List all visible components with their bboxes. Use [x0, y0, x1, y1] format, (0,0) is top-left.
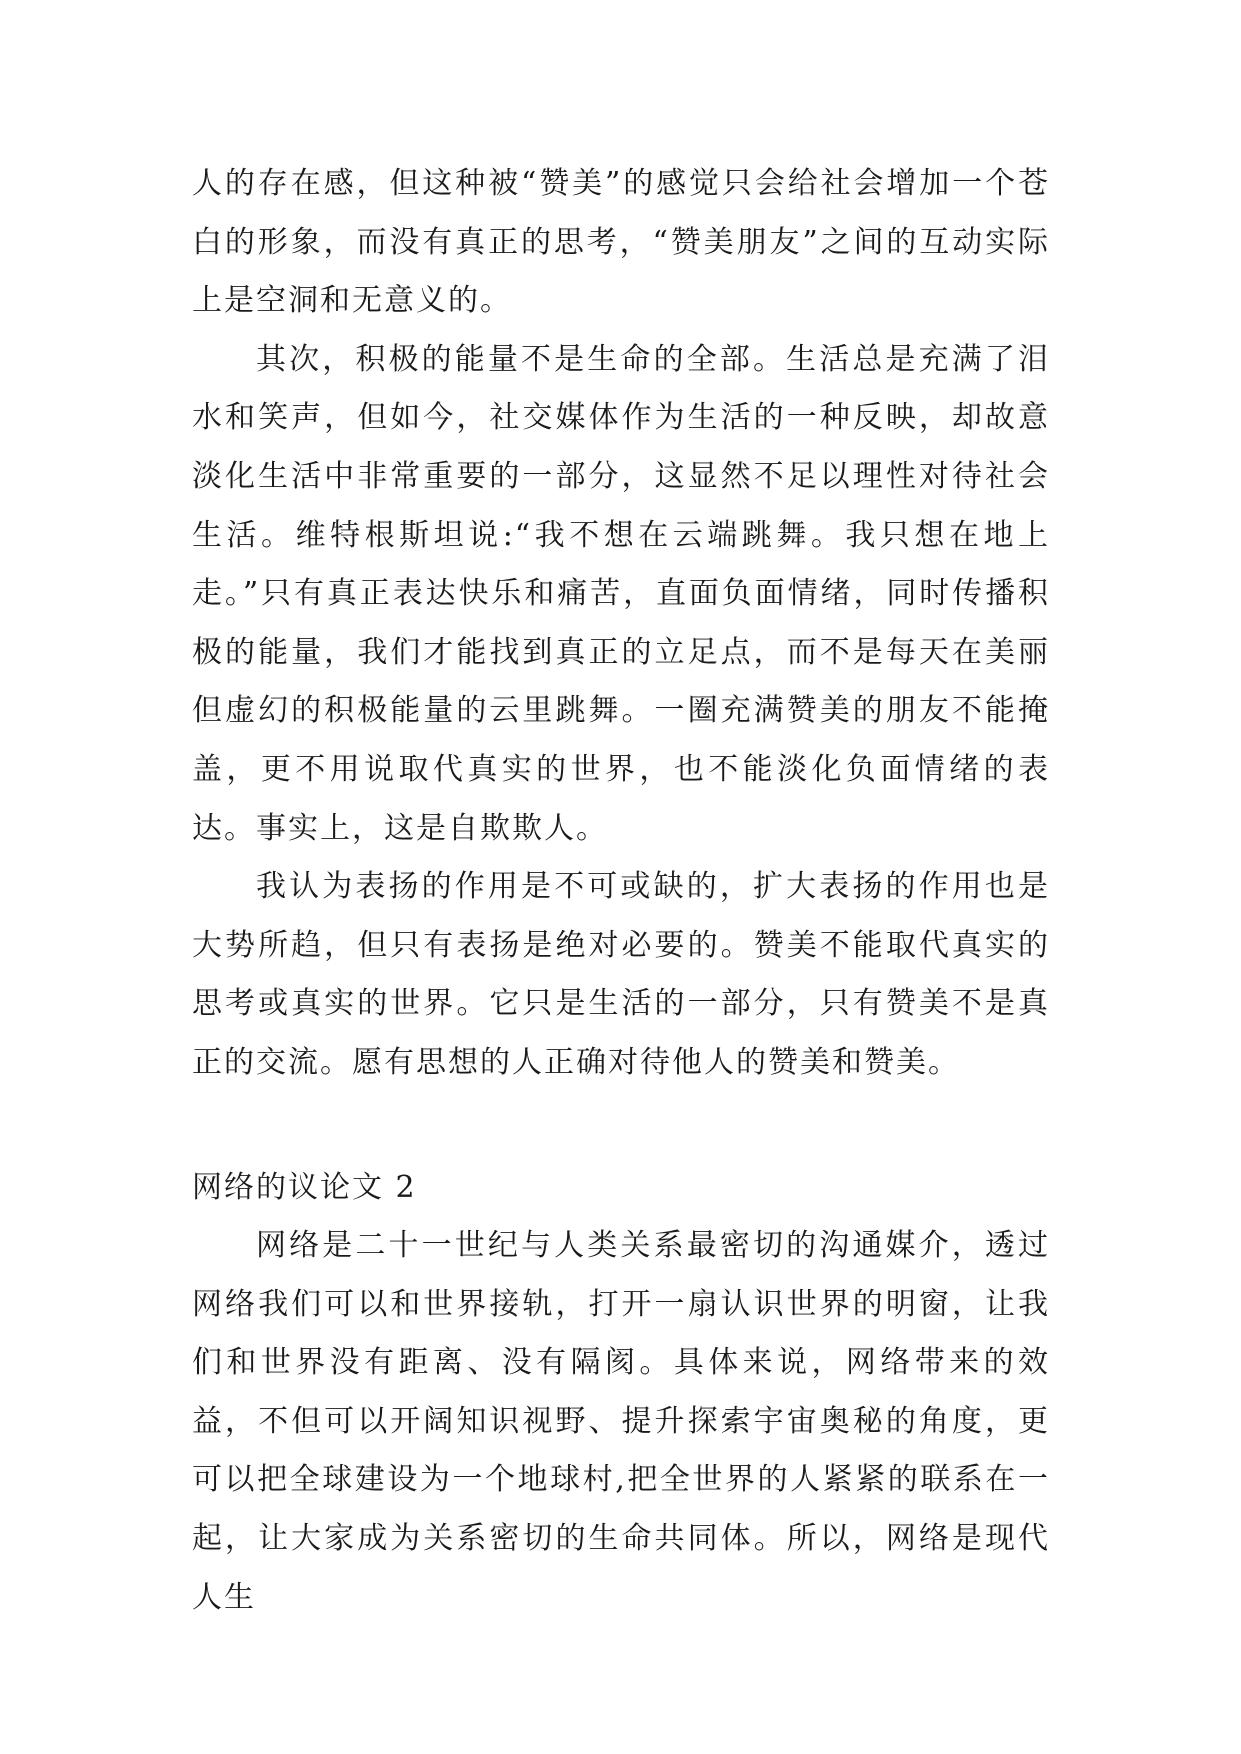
- paragraph-conclusion: 我认为表扬的作用是不可或缺的，扩大表扬的作用也是大势所趋，但只有表扬是绝对必要的。赞美不能取代真实的思考或真实的世界。它只是生活的一部分，只有赞美不是真正的交流。愿有思想的人正确对待他人的赞美和赞美。: [192, 869, 1050, 1080]
- document-body: [192, 155, 1050, 1627]
- paragraph-positive-energy: 其次，积极的能量不是生命的全部。生活总是充满了泪水和笑声，但如今，社交媒体作为生活的一种反映，却故意淡化生活中非常重要的一部分，这显然不足以理性对待社会生活。维特根斯坦说:“我不想在云端跳舞。我只想在地上走。”只有真正表达快乐和痛苦，直面负面情绪，同时传播积极的能量，我们才能找到真正的立足点，而不是每天在美丽但虚幻的积极能量的云里跳舞。一圈充满赞美的朋友不能掩盖，更不用说取代真实的世界，也不能淡化负面情绪的表达。事实上，这是自欺欺人。: [192, 341, 1050, 846]
- paragraph-continuation: 人的存在感，但这种被“赞美”的感觉只会给社会增加一个苍白的形象，而没有真正的思考，“赞美朋友”之间的互动实际上是空洞和无意义的。: [192, 166, 1050, 319]
- section-title: 网络的议论文 2: [192, 1169, 417, 1205]
- paragraph-network-intro: 网络是二十一世纪与人类关系最密切的沟通媒介，透过网络我们可以和世界接轨，打开一扇认识世界的明窗，让我们和世界没有距离、没有隔阂。具体来说，网络带来的效益，不但可以开阔知识视野、提升探索宇宙奥秘的角度，更可以把全球建设为一个地球村,把全世界的人紧紧的联系在一起，让大家成为关系密切的生命共同体。所以，网络是现代人生: [192, 1228, 1050, 1615]
